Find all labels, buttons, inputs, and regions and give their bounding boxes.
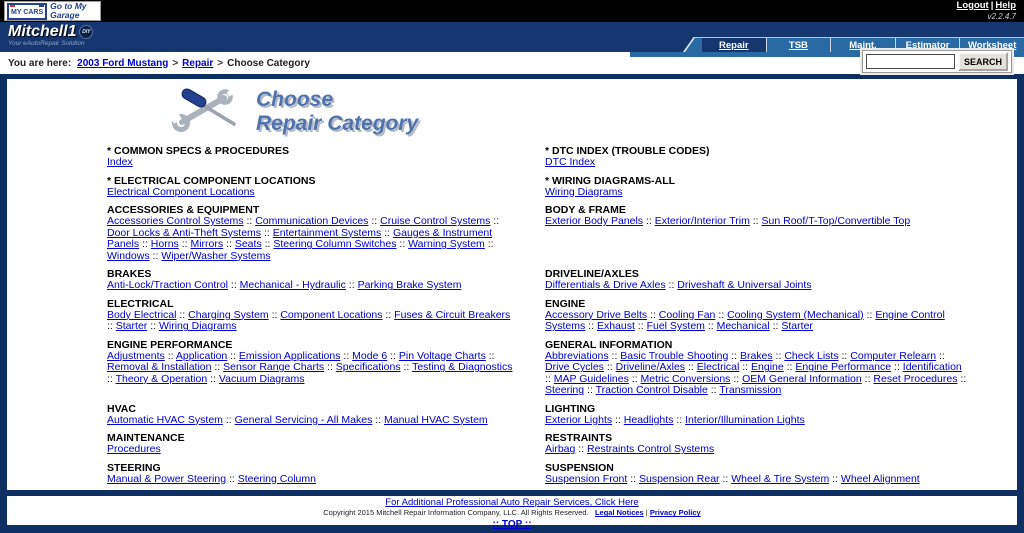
category-link[interactable]: Mechanical - Hydraulic xyxy=(239,279,346,292)
breadcrumb-separator: > xyxy=(217,57,224,69)
category-rows xyxy=(7,146,1017,490)
category-link[interactable]: Mode 6 xyxy=(352,349,388,362)
category-heading: GENERAL INFORMATION xyxy=(545,338,673,351)
tab-worksheet[interactable]: Worksheet xyxy=(967,39,1017,51)
category-heading: LIGHTING xyxy=(545,402,596,415)
category-link[interactable]: Mirrors xyxy=(190,238,224,251)
category-link[interactable]: Manual HVAC System xyxy=(384,413,488,426)
category-link[interactable]: Sun Roof/T-Top/Convertible Top xyxy=(761,215,911,228)
link-separator: :: xyxy=(372,413,384,426)
category-link[interactable]: Drive Cycles xyxy=(545,361,604,374)
link-separator: :: xyxy=(368,215,381,228)
category-link[interactable]: OEM General Information xyxy=(742,372,862,385)
category-section xyxy=(107,340,519,397)
link-separator: :: xyxy=(268,308,281,321)
category-link[interactable]: Steering Column Switches xyxy=(273,238,397,251)
link-separator: :: xyxy=(647,308,659,321)
link-separator: :: xyxy=(176,308,189,321)
category-section xyxy=(545,463,969,486)
category-row xyxy=(7,463,1017,486)
link-separator: :: xyxy=(396,238,409,251)
category-link[interactable]: Transmission xyxy=(719,384,782,397)
tab-repair[interactable]: Repair xyxy=(702,38,767,52)
link-separator: :: xyxy=(861,372,874,385)
link-separator: :: xyxy=(772,349,785,362)
category-link[interactable]: Interior/Illumination Lights xyxy=(685,413,805,426)
category-section xyxy=(545,299,969,333)
search-panel xyxy=(862,50,1012,73)
category-section xyxy=(107,433,519,456)
link-separator: :: xyxy=(612,413,624,426)
category-links xyxy=(107,216,519,262)
category-row xyxy=(7,340,1017,397)
category-section xyxy=(107,463,519,486)
category-link[interactable]: Seats xyxy=(234,238,262,251)
category-link[interactable]: Restraints Control Systems xyxy=(587,443,715,456)
breadcrumb-repair-link[interactable]: Repair xyxy=(182,57,214,69)
category-link[interactable]: DTC Index xyxy=(545,156,596,169)
diy-badge: DIY xyxy=(79,25,93,39)
category-link[interactable]: Electrical Component Locations xyxy=(107,185,255,198)
category-link[interactable]: Headlights xyxy=(623,413,674,426)
link-separator: :: xyxy=(207,372,219,385)
tab-maint[interactable]: Maint. xyxy=(831,38,896,52)
category-link[interactable]: Computer Relearn xyxy=(850,349,937,362)
crossed-tools-icon xyxy=(172,86,240,132)
category-link[interactable]: Wiper/Washer Systems xyxy=(161,249,271,262)
link-separator: :: xyxy=(608,349,621,362)
link-separator: :: xyxy=(634,320,647,333)
link-separator: :: xyxy=(603,361,616,374)
link-separator: :: xyxy=(107,372,116,385)
category-link[interactable]: Charging System xyxy=(188,308,269,321)
category-link[interactable]: Exhaust xyxy=(596,320,635,333)
link-separator: :: xyxy=(484,238,494,251)
category-link[interactable]: Accessory Drive Belts xyxy=(545,308,648,321)
link-separator: :: xyxy=(149,249,162,262)
category-heading: SUSPENSION xyxy=(545,461,614,474)
category-heading: ACCESSORIES & EQUIPMENT xyxy=(107,204,260,217)
breadcrumb-current: Choose Category xyxy=(227,57,310,69)
link-separator: :: xyxy=(707,384,720,397)
link-separator: :: xyxy=(485,349,495,362)
link-separator: :: xyxy=(261,226,273,239)
category-link[interactable]: Steering xyxy=(545,384,585,397)
category-link[interactable]: Driveshaft & Universal Joints xyxy=(677,279,812,292)
page-title-line2: Repair Category xyxy=(256,112,419,136)
category-links xyxy=(545,157,969,169)
link-separator: :: xyxy=(178,238,191,251)
category-section xyxy=(545,269,969,292)
category-link[interactable]: Cruise Control Systems xyxy=(380,215,491,228)
category-link[interactable]: Wheel Alignment xyxy=(840,472,920,485)
link-separator: :: xyxy=(769,320,782,333)
link-separator: :: xyxy=(719,472,732,485)
category-row xyxy=(7,269,1017,292)
category-links xyxy=(107,310,519,333)
category-heading: ENGINE xyxy=(545,297,586,310)
category-link[interactable]: Fuel System xyxy=(646,320,705,333)
category-link[interactable]: Theory & Operation xyxy=(115,372,208,385)
category-link[interactable]: Engine Control Systems xyxy=(545,308,945,333)
category-link[interactable]: Sensor Range Charts xyxy=(223,361,325,374)
category-link[interactable]: Driveline/Axles xyxy=(615,361,686,374)
category-heading: BRAKES xyxy=(107,268,152,281)
category-heading: * WIRING DIAGRAMS-ALL xyxy=(545,174,676,187)
link-separator: :: xyxy=(164,349,176,362)
category-link[interactable]: Anti-Lock/Traction Control xyxy=(107,279,228,292)
link-separator: :: xyxy=(628,372,641,385)
category-link[interactable]: Starter xyxy=(781,320,813,333)
link-separator: :: xyxy=(704,320,717,333)
link-separator: :: xyxy=(228,279,240,292)
privacy-policy-link[interactable]: Privacy Policy xyxy=(649,508,701,518)
copyright-text: Copyright 2015 Mitchell Repair Information Company, LLC. All Rights Reserved. xyxy=(323,508,589,518)
category-link[interactable]: Parking Brake System xyxy=(357,279,462,292)
link-separator: :: xyxy=(728,349,740,362)
category-links xyxy=(107,187,519,199)
category-link[interactable]: Specifications xyxy=(335,361,401,374)
category-links xyxy=(545,444,969,456)
link-separator: :: xyxy=(749,215,762,228)
link-separator: :: xyxy=(261,238,274,251)
category-links xyxy=(107,157,519,169)
category-link[interactable]: Body Electrical xyxy=(107,308,177,321)
category-heading: ENGINE PERFORMANCE xyxy=(107,338,233,351)
category-link[interactable]: Communication Devices xyxy=(255,215,369,228)
category-heading: * COMMON SPECS & PROCEDURES xyxy=(107,145,290,158)
category-row xyxy=(7,433,1017,456)
top-link[interactable]: :: TOP :: xyxy=(492,518,532,530)
link-separator: :: xyxy=(490,215,500,228)
category-links xyxy=(107,351,519,386)
category-link[interactable]: Accessories Control Systems xyxy=(107,215,244,228)
search-button[interactable]: SEARCH xyxy=(958,52,1008,71)
category-link[interactable]: Emission Applications xyxy=(238,349,341,362)
category-heading: * ELECTRICAL COMPONENT LOCATIONS xyxy=(107,174,316,187)
category-link[interactable]: Exterior/Interior Trim xyxy=(654,215,750,228)
category-link[interactable]: Engine Performance xyxy=(795,361,892,374)
breadcrumb-vehicle-link[interactable]: 2003 Ford Mustang xyxy=(77,57,169,69)
category-section xyxy=(545,433,969,456)
version-label: v2.2.4.7 xyxy=(987,11,1016,21)
category-heading: DRIVELINE/AXLES xyxy=(545,268,639,281)
category-link[interactable]: Pin Voltage Charts xyxy=(398,349,486,362)
logout-link[interactable]: Logout xyxy=(956,0,989,11)
link-separator: :: xyxy=(227,349,239,362)
top-right-links xyxy=(957,1,1016,21)
link-separator: :: xyxy=(665,279,678,292)
go-to-my-garage-button[interactable] xyxy=(4,1,101,21)
banner xyxy=(0,22,1024,52)
link-separator: :: xyxy=(891,361,903,374)
category-link[interactable]: Application xyxy=(175,349,228,362)
link-separator: :: xyxy=(387,349,399,362)
link-separator: :: xyxy=(957,372,967,385)
link-separator: :: xyxy=(139,238,151,251)
link-separator: :: xyxy=(222,413,235,426)
link-separator: :: xyxy=(673,413,686,426)
category-links xyxy=(545,187,969,199)
category-links xyxy=(545,280,969,292)
category-link[interactable]: Suspension Rear xyxy=(638,472,720,485)
category-link[interactable]: Identification xyxy=(902,361,962,374)
category-link[interactable]: Exterior Lights xyxy=(545,413,613,426)
link-separator: :: xyxy=(226,472,238,485)
garage-button-label: Go to My Garage xyxy=(50,0,87,20)
category-link[interactable]: Wiring Diagrams xyxy=(545,185,623,198)
category-section xyxy=(107,176,519,199)
breadcrumb-prefix: You are here: xyxy=(8,57,72,69)
category-section xyxy=(107,404,519,427)
category-link[interactable]: Suspension Front xyxy=(545,472,628,485)
link-separator: :: xyxy=(863,308,876,321)
link-separator: :: xyxy=(345,279,358,292)
page-title xyxy=(256,86,418,136)
link-separator: :: xyxy=(223,238,235,251)
category-heading: STEERING xyxy=(107,461,161,474)
category-link[interactable]: Manual & Power Steering xyxy=(107,472,227,485)
category-section xyxy=(545,404,969,427)
link-separator: :: xyxy=(340,349,353,362)
category-section xyxy=(107,205,519,262)
link-separator: :: xyxy=(545,372,554,385)
link-separator: :: xyxy=(643,215,655,228)
footer xyxy=(7,496,1017,530)
mitchell1-logo xyxy=(8,24,93,48)
category-link[interactable]: Traction Control Disable xyxy=(595,384,708,397)
category-link[interactable]: Component Locations xyxy=(280,308,383,321)
tab-estimator[interactable]: Estimator xyxy=(896,38,961,52)
category-link[interactable]: Wheel & Tire System xyxy=(731,472,830,485)
additional-services-link[interactable]: For Additional Professional Auto Repair Services, Click Here xyxy=(385,497,639,508)
category-link[interactable]: Entertainment Systems xyxy=(272,226,382,239)
breadcrumb-separator: > xyxy=(172,57,179,69)
category-heading: MAINTENANCE xyxy=(107,432,185,445)
category-heading: ELECTRICAL xyxy=(107,297,174,310)
category-links xyxy=(545,474,969,486)
link-separator: :: xyxy=(739,361,752,374)
category-section xyxy=(107,269,519,292)
category-link[interactable]: Abbreviations xyxy=(545,349,609,362)
category-section xyxy=(545,340,969,397)
category-link[interactable]: Exterior Body Panels xyxy=(545,215,644,228)
category-link[interactable]: Electrical xyxy=(696,361,740,374)
category-link[interactable]: Vacuum Diagrams xyxy=(218,372,305,385)
category-link[interactable]: Index xyxy=(107,156,133,169)
category-link[interactable]: Cooling Fan xyxy=(658,308,716,321)
category-link[interactable]: Adjustments xyxy=(107,349,165,362)
help-link[interactable]: Help xyxy=(995,0,1016,11)
category-row xyxy=(7,404,1017,427)
tab-tsb[interactable]: TSB xyxy=(767,38,832,52)
logo-tagline: Your eAutoRepair Solution xyxy=(8,40,85,47)
page-title-line1: Choose xyxy=(256,88,334,111)
category-links xyxy=(545,216,969,228)
category-link[interactable]: Airbag xyxy=(545,443,576,456)
top-links-divider: | xyxy=(990,0,994,11)
category-link[interactable]: Steering Column xyxy=(237,472,316,485)
category-row xyxy=(7,176,1017,199)
main-frame xyxy=(0,74,1024,533)
link-separator: :: xyxy=(685,361,697,374)
link-separator: :: xyxy=(211,361,224,374)
category-link[interactable]: Metric Conversions xyxy=(640,372,731,385)
category-links xyxy=(107,280,519,292)
link-separator: :: xyxy=(730,372,743,385)
category-links xyxy=(107,415,519,427)
category-link[interactable]: Removal & Installation xyxy=(107,361,212,374)
category-link[interactable]: Brakes xyxy=(739,349,773,362)
link-separator: :: xyxy=(324,361,336,374)
category-link[interactable]: Mechanical xyxy=(716,320,770,333)
link-separator: :: xyxy=(783,361,796,374)
link-separator: :: xyxy=(575,443,588,456)
category-heading: * DTC INDEX (TROUBLE CODES) xyxy=(545,145,710,158)
category-heading: HVAC xyxy=(107,402,136,415)
category-heading: RESTRAINTS xyxy=(545,432,613,445)
category-heading: BODY & FRAME xyxy=(545,204,626,217)
link-separator: :: xyxy=(107,320,116,333)
category-links xyxy=(107,474,519,486)
category-links xyxy=(545,310,969,333)
category-link[interactable]: Fuses & Circuit Breakers xyxy=(394,308,511,321)
category-link[interactable]: MAP Guidelines xyxy=(553,372,629,385)
category-link[interactable]: Basic Trouble Shooting xyxy=(620,349,729,362)
page-title-block xyxy=(172,79,1017,136)
top-bar xyxy=(0,0,1024,22)
my-cars-plate-icon: MY CARS xyxy=(7,3,47,20)
category-link[interactable]: General Servicing - All Makes xyxy=(234,413,373,426)
category-links xyxy=(545,415,969,427)
category-link[interactable]: Starter xyxy=(115,320,148,333)
category-links xyxy=(545,351,969,397)
category-link[interactable]: Testing & Diagnostics xyxy=(412,361,513,374)
category-link[interactable]: Gauges & Instrument Panels xyxy=(107,226,493,251)
category-section xyxy=(545,146,969,169)
link-separator: :: xyxy=(381,226,393,239)
category-link[interactable]: Horns xyxy=(150,238,179,251)
category-section xyxy=(107,146,519,169)
link-separator: :: xyxy=(715,308,728,321)
link-separator: :: xyxy=(400,361,413,374)
category-link[interactable]: Reset Procedures xyxy=(873,372,958,385)
content-panel xyxy=(7,79,1017,490)
category-row xyxy=(7,146,1017,169)
search-input[interactable] xyxy=(866,54,955,69)
category-section xyxy=(545,205,969,262)
logo-text: Mitchell1 xyxy=(8,23,77,40)
category-row xyxy=(7,299,1017,333)
link-separator: :: xyxy=(147,320,159,333)
category-link[interactable]: Cooling System (Mechanical) xyxy=(727,308,864,321)
category-link[interactable]: Check Lists xyxy=(784,349,839,362)
category-link[interactable]: Windows xyxy=(107,249,150,262)
link-separator: :: xyxy=(838,349,851,362)
category-row xyxy=(7,205,1017,262)
category-link[interactable]: Door Locks & Anti-Theft Systems xyxy=(107,226,262,239)
footer-divider: | xyxy=(645,508,648,518)
category-link[interactable]: Wiring Diagrams xyxy=(158,320,237,333)
legal-notices-link[interactable]: Legal Notices xyxy=(594,508,644,518)
category-link[interactable]: Procedures xyxy=(107,443,161,456)
link-separator: :: xyxy=(936,349,945,362)
link-separator: :: xyxy=(243,215,256,228)
category-section xyxy=(107,299,519,333)
link-separator: :: xyxy=(585,320,597,333)
category-section xyxy=(545,176,969,199)
link-separator: :: xyxy=(584,384,596,397)
category-links xyxy=(107,444,519,456)
link-separator: :: xyxy=(627,472,639,485)
category-link[interactable]: Warning System xyxy=(408,238,485,251)
category-link[interactable]: Engine xyxy=(751,361,784,374)
category-link[interactable]: Differentials & Drive Axles xyxy=(545,279,666,292)
link-separator: :: xyxy=(829,472,841,485)
category-link[interactable]: Automatic HVAC System xyxy=(107,413,223,426)
link-separator: :: xyxy=(382,308,395,321)
